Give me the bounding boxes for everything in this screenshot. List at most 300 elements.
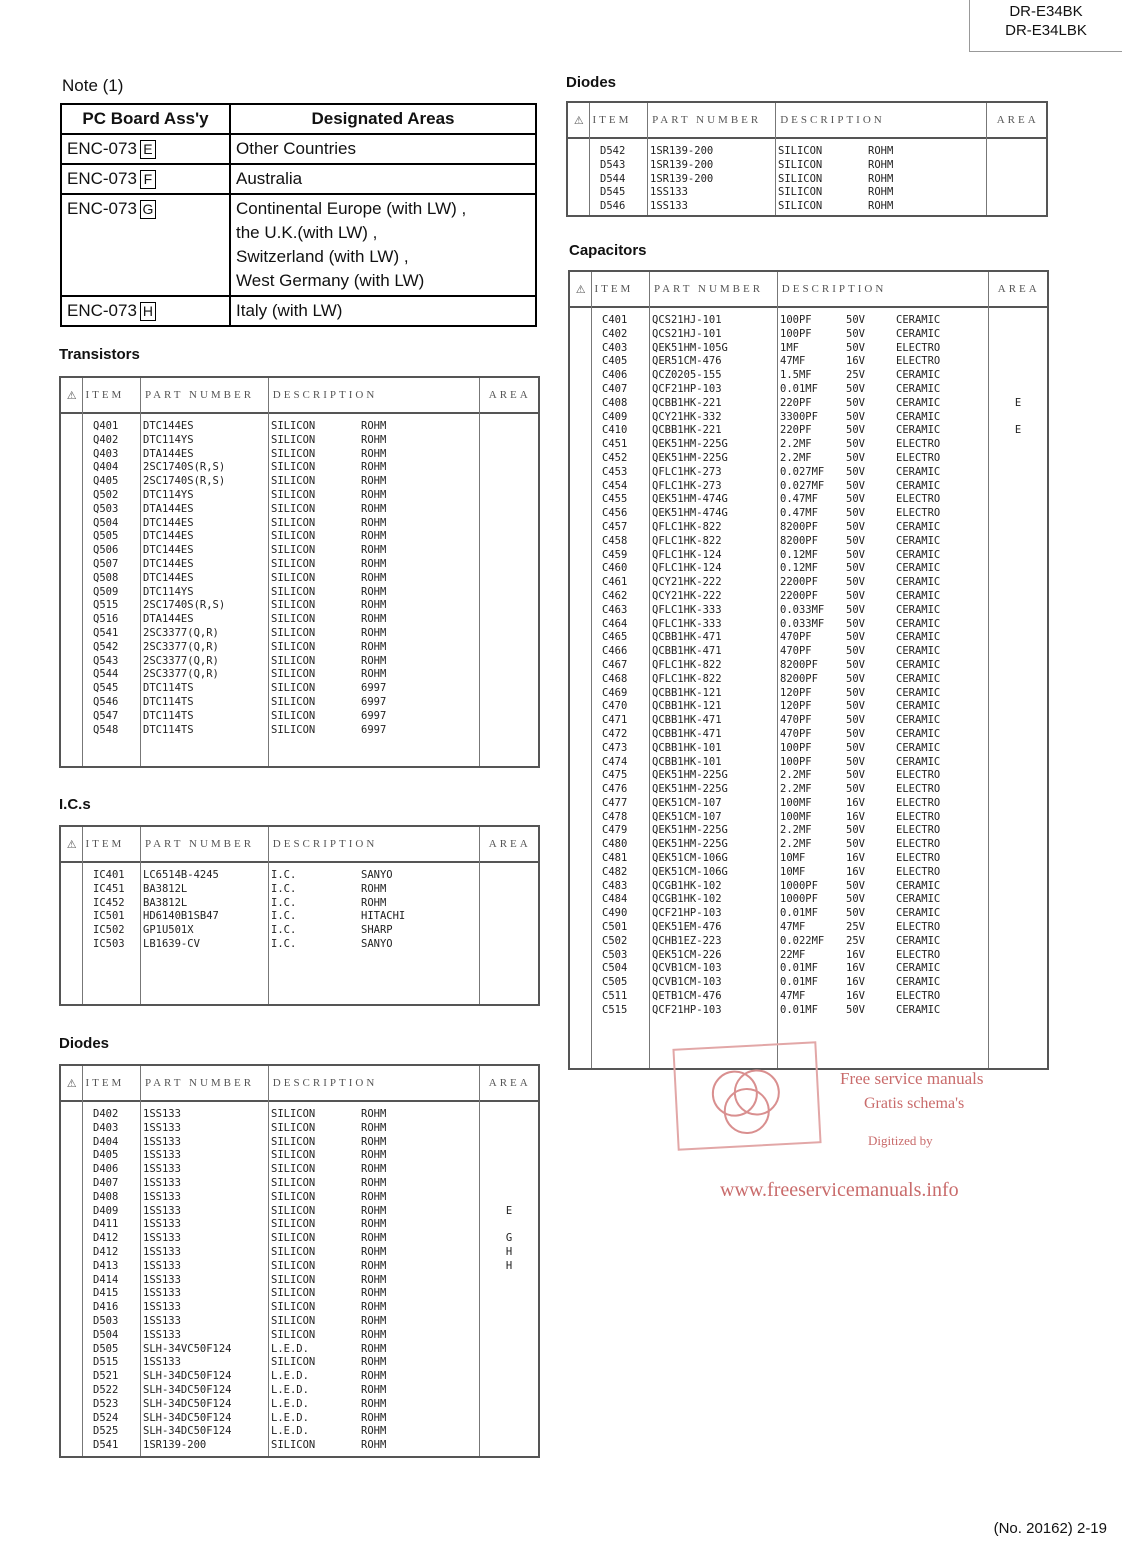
description-maker-cell: ROHM — [361, 1328, 387, 1341]
diodes-right-title: Diodes — [566, 74, 617, 91]
area-cell — [480, 489, 538, 503]
part-number-cell: QCBB1HK-101 — [652, 755, 722, 768]
capacitance-cell: 8200PF — [780, 534, 818, 547]
row-spacer — [61, 1329, 83, 1343]
description-maker-cell: ROHM — [361, 1370, 387, 1383]
capacitance-cell: 8200PF — [780, 520, 818, 533]
capacitor-type-cell: CERAMIC — [896, 907, 941, 920]
part-number-cell: QEK51EM-476 — [652, 921, 722, 934]
area-cell — [989, 893, 1047, 907]
table-row — [568, 159, 1046, 173]
description-type-cell: SILICON — [271, 557, 316, 570]
row-spacer — [61, 696, 83, 710]
row-spacer — [61, 1122, 83, 1136]
part-number-cell: DTC144ES — [143, 420, 194, 432]
item-cell: C457 — [602, 520, 628, 533]
capacitance-cell: 0.01MF — [780, 382, 818, 395]
area-cell — [989, 604, 1047, 618]
item-cell: D522 — [93, 1383, 119, 1396]
row-spacer — [61, 503, 83, 517]
table-row — [570, 383, 1047, 397]
description-maker-cell: ROHM — [361, 420, 387, 432]
row-spacer — [570, 714, 592, 728]
table-row — [61, 544, 538, 558]
part-number-cell: 1SS133 — [143, 1121, 181, 1134]
part-number-cell: LC6514B-4245 — [143, 869, 219, 881]
item-cell: C464 — [602, 617, 628, 630]
area-cell — [480, 938, 538, 952]
row-spacer — [61, 434, 83, 448]
pcb-area-letter: H — [140, 302, 156, 321]
part-number-cell: 1SS133 — [143, 1163, 181, 1176]
row-spacer — [570, 756, 592, 770]
pcb-area-line: West Germany (with LW) — [236, 271, 425, 290]
area-cell — [480, 668, 538, 682]
table-row — [570, 714, 1047, 728]
pcb-board-name: ENC-073 — [67, 169, 137, 188]
voltage-cell: 25V — [846, 369, 865, 382]
part-number-cell: BA3812L — [143, 896, 188, 909]
item-cell: D523 — [93, 1397, 119, 1410]
part-number-cell: 1SR139-200 — [650, 145, 714, 157]
diodes-right-table — [566, 101, 1048, 217]
table-row — [61, 448, 538, 462]
capacitor-type-cell: CERAMIC — [896, 658, 941, 671]
description-type-cell: SILICON — [778, 145, 823, 157]
part-number-cell: QEK51HM-474G — [652, 493, 728, 506]
area-cell — [480, 1177, 538, 1191]
part-number-cell: 1SS133 — [143, 1259, 181, 1272]
part-number-cell: DTA144ES — [143, 447, 194, 460]
capacitor-type-cell: CERAMIC — [896, 589, 941, 602]
row-spacer — [570, 659, 592, 673]
part-number-cell: QEK51HM-225G — [652, 838, 728, 851]
area-cell — [480, 448, 538, 462]
area-cell — [987, 159, 1045, 173]
voltage-cell: 50V — [846, 741, 865, 754]
capacitor-type-cell: ELECTRO — [896, 769, 941, 782]
area-cell — [480, 696, 538, 710]
capacitance-cell: 100PF — [780, 314, 812, 326]
row-spacer — [570, 880, 592, 894]
capacitor-type-cell: ELECTRO — [896, 990, 941, 1003]
capacitor-type-cell: ELECTRO — [896, 451, 941, 464]
area-cell — [480, 1274, 538, 1288]
voltage-cell: 50V — [846, 645, 865, 658]
description-type-cell: SILICON — [271, 613, 316, 626]
table-body — [570, 308, 1047, 1018]
watermark-logo-icon — [675, 1043, 820, 1148]
caution-triangle-icon: ⚠ — [66, 1077, 77, 1090]
watermark — [672, 1045, 1032, 1225]
row-spacer — [570, 976, 592, 990]
voltage-cell: 50V — [846, 314, 865, 326]
row-spacer — [61, 1177, 83, 1191]
table-row — [570, 976, 1047, 990]
item-cell: IC502 — [93, 924, 125, 937]
area-cell — [480, 910, 538, 924]
item-cell: Q516 — [93, 613, 119, 626]
table-row — [570, 700, 1047, 714]
part-number-cell: SLH-34DC50F124 — [143, 1425, 232, 1438]
table-row — [61, 1246, 538, 1260]
table-row — [570, 962, 1047, 976]
item-cell: C476 — [602, 783, 628, 796]
item-cell: D408 — [93, 1190, 119, 1203]
capacitor-type-cell: CERAMIC — [896, 534, 941, 547]
part-number-cell: QCY21HK-222 — [652, 589, 722, 602]
table-row — [570, 521, 1047, 535]
part-number-cell: 1SS133 — [143, 1314, 181, 1327]
caution-triangle-icon: ⚠ — [573, 114, 584, 127]
pcb-area-line: the U.K.(with LW) , — [236, 223, 378, 242]
area-cell — [989, 659, 1047, 673]
item-cell: C401 — [602, 314, 628, 326]
voltage-cell: 50V — [846, 727, 865, 740]
table-row — [570, 452, 1047, 466]
description-maker-cell: ROHM — [868, 200, 894, 213]
part-number-cell: 1SS133 — [143, 1328, 181, 1341]
area-cell — [480, 572, 538, 586]
table-row — [61, 682, 538, 696]
capacitor-type-cell: CERAMIC — [896, 396, 941, 409]
area-cell: H — [505, 1259, 513, 1272]
area-cell — [989, 824, 1047, 838]
description-type-cell: SILICON — [271, 599, 316, 612]
description-type-cell: SILICON — [271, 488, 316, 501]
row-spacer — [570, 328, 592, 342]
voltage-cell: 50V — [846, 589, 865, 602]
row-spacer — [570, 521, 592, 535]
voltage-cell: 50V — [846, 479, 865, 492]
table-row — [61, 1356, 538, 1370]
row-spacer — [61, 1398, 83, 1412]
capacitance-cell: 0.01MF — [780, 1003, 818, 1016]
pcb-areas-cell — [230, 134, 536, 164]
part-number-cell: 1SS133 — [143, 1245, 181, 1258]
item-cell: C407 — [602, 382, 628, 395]
pcb-area-line: Switzerland (with LW) , — [236, 247, 409, 266]
item-cell: C467 — [602, 658, 628, 671]
description-maker-cell: SANYO — [361, 869, 393, 881]
description-type-cell: SILICON — [271, 475, 316, 488]
description-maker-cell: SHARP — [361, 924, 393, 937]
capacitance-cell: 2200PF — [780, 589, 818, 602]
area-cell — [480, 517, 538, 531]
header-desc: DESCRIPTION — [272, 1077, 378, 1089]
capacitor-type-cell: CERAMIC — [896, 576, 941, 589]
description-type-cell: SILICON — [271, 640, 316, 653]
item-cell: C466 — [602, 645, 628, 658]
capacitance-cell: 100PF — [780, 755, 812, 768]
area-cell — [480, 1122, 538, 1136]
area-cell — [989, 631, 1047, 645]
capacitance-cell: 0.027MF — [780, 465, 825, 478]
table-row — [570, 604, 1047, 618]
capacitance-cell: 8200PF — [780, 672, 818, 685]
voltage-cell: 16V — [846, 962, 865, 975]
capacitance-cell: 1000PF — [780, 893, 818, 906]
row-spacer — [568, 145, 590, 159]
capacitor-type-cell: CERAMIC — [896, 700, 941, 713]
item-cell: C515 — [602, 1003, 628, 1016]
description-type-cell: SILICON — [271, 447, 316, 460]
table-row — [570, 921, 1047, 935]
row-spacer — [570, 576, 592, 590]
voltage-cell: 16V — [846, 355, 865, 368]
voltage-cell: 16V — [846, 976, 865, 989]
row-spacer — [61, 627, 83, 641]
item-cell: C503 — [602, 948, 628, 961]
row-spacer — [61, 1343, 83, 1357]
description-maker-cell: ROHM — [361, 1149, 387, 1162]
part-number-cell: QFLC1HK-333 — [652, 603, 722, 616]
part-number-cell: 2SC3377(Q,R) — [143, 640, 219, 653]
area-cell — [989, 769, 1047, 783]
description-maker-cell: ROHM — [868, 172, 894, 185]
table-row — [61, 1122, 538, 1136]
table-row — [61, 1370, 538, 1384]
item-cell: Q545 — [93, 682, 119, 695]
capacitance-cell: 0.12MF — [780, 548, 818, 561]
item-cell: D515 — [93, 1356, 119, 1369]
capacitance-cell: 1000PF — [780, 879, 818, 892]
item-cell: C480 — [602, 838, 628, 851]
capacitors-title: Capacitors — [569, 242, 647, 259]
capacitor-type-cell: CERAMIC — [896, 603, 941, 616]
table-row — [61, 1260, 538, 1274]
header-item: ITEM — [85, 838, 125, 850]
pcb-areas-cell — [230, 164, 536, 194]
description-maker-cell: ROHM — [361, 461, 387, 474]
table-header — [61, 378, 538, 414]
capacitor-type-cell: CERAMIC — [896, 369, 941, 382]
area-cell — [989, 700, 1047, 714]
row-spacer — [570, 618, 592, 632]
watermark-line-1: Free service manuals — [840, 1069, 984, 1088]
voltage-cell: 50V — [846, 879, 865, 892]
voltage-cell: 50V — [846, 424, 865, 437]
item-cell: D413 — [93, 1259, 119, 1272]
row-spacer — [61, 1315, 83, 1329]
header-part: PART NUMBER — [652, 114, 762, 126]
table-row — [570, 742, 1047, 756]
description-maker-cell: ROHM — [361, 613, 387, 626]
description-maker-cell: ROHM — [361, 896, 387, 909]
table-row — [570, 838, 1047, 852]
part-number-cell: QFLC1HK-333 — [652, 617, 722, 630]
part-number-cell: QFLC1HK-273 — [652, 479, 722, 492]
caution-triangle-icon: ⚠ — [66, 389, 77, 402]
description-maker-cell: ROHM — [361, 1121, 387, 1134]
part-number-cell: 1SS133 — [143, 1176, 181, 1189]
item-cell: C455 — [602, 493, 628, 506]
table-row — [570, 369, 1047, 383]
description-type-cell: SILICON — [271, 668, 316, 681]
row-spacer — [570, 728, 592, 742]
table-row — [61, 1136, 538, 1150]
row-spacer — [61, 475, 83, 489]
area-cell — [480, 586, 538, 600]
area-cell — [989, 355, 1047, 369]
part-number-cell: QEK51HM-474G — [652, 507, 728, 520]
description-type-cell: SILICON — [271, 626, 316, 639]
table-row — [61, 655, 538, 669]
description-maker-cell: ROHM — [361, 1397, 387, 1410]
row-spacer — [570, 480, 592, 494]
capacitance-cell: 0.01MF — [780, 962, 818, 975]
description-type-cell: SILICON — [778, 186, 823, 199]
part-number-cell: 1SR139-200 — [143, 1439, 207, 1452]
row-spacer — [570, 493, 592, 507]
capacitor-type-cell: CERAMIC — [896, 465, 941, 478]
capacitors-table — [568, 270, 1049, 1070]
table-row — [570, 907, 1047, 921]
description-maker-cell: ROHM — [361, 1383, 387, 1396]
part-number-cell: DTC114YS — [143, 488, 194, 501]
area-cell — [989, 811, 1047, 825]
part-number-cell: QEK51CM-107 — [652, 810, 722, 823]
table-row — [570, 328, 1047, 342]
row-spacer — [570, 438, 592, 452]
description-type-cell: L.E.D. — [271, 1342, 309, 1355]
description-maker-cell: ROHM — [361, 571, 387, 584]
pcb-row — [61, 194, 536, 296]
part-number-cell: DTC114YS — [143, 433, 194, 446]
item-cell: D411 — [93, 1218, 119, 1231]
table-row — [61, 503, 538, 517]
voltage-cell: 50V — [846, 382, 865, 395]
table-row — [61, 572, 538, 586]
area-cell — [989, 576, 1047, 590]
item-cell: C458 — [602, 534, 628, 547]
part-number-cell: QCBB1HK-221 — [652, 424, 722, 437]
item-cell: C452 — [602, 451, 628, 464]
area-cell: G — [505, 1232, 513, 1245]
part-number-cell: QETB1CM-476 — [652, 990, 722, 1003]
part-number-cell: QCF21HP-103 — [652, 907, 722, 920]
row-spacer — [61, 448, 83, 462]
description-maker-cell: ROHM — [361, 1411, 387, 1424]
pcb-board-name: ENC-073 — [67, 301, 137, 320]
table-row — [570, 314, 1047, 328]
row-spacer — [61, 613, 83, 627]
part-number-cell: QCBB1HK-121 — [652, 686, 722, 699]
voltage-cell: 50V — [846, 755, 865, 768]
row-spacer — [61, 1218, 83, 1232]
part-number-cell: QFLC1HK-822 — [652, 520, 722, 533]
row-spacer — [61, 1205, 83, 1219]
capacitor-type-cell: CERAMIC — [896, 327, 941, 340]
pcb-header-areas: Designated Areas — [230, 104, 536, 134]
part-number-cell: QCS21HJ-101 — [652, 327, 722, 340]
row-spacer — [61, 938, 83, 952]
item-cell: D504 — [93, 1328, 119, 1341]
table-row — [570, 507, 1047, 521]
area-cell — [989, 714, 1047, 728]
part-number-cell: QCF21HP-103 — [652, 382, 722, 395]
voltage-cell: 50V — [846, 783, 865, 796]
watermark-url: www.freeservicemanuals.info — [720, 1179, 959, 1201]
description-type-cell: SILICON — [271, 1121, 316, 1134]
row-spacer — [568, 173, 590, 187]
part-number-cell: 1SR139-200 — [650, 172, 714, 185]
voltage-cell: 50V — [846, 838, 865, 851]
table-header — [570, 272, 1047, 308]
item-cell: C479 — [602, 824, 628, 837]
row-spacer — [61, 530, 83, 544]
table-row — [61, 461, 538, 475]
area-cell — [480, 1108, 538, 1122]
table-row — [570, 590, 1047, 604]
voltage-cell: 50V — [846, 327, 865, 340]
table-body — [568, 139, 1046, 214]
capacitance-cell: 100PF — [780, 327, 812, 340]
item-cell: D409 — [93, 1204, 119, 1217]
description-type-cell: I.C. — [271, 937, 297, 950]
area-cell — [480, 1425, 538, 1439]
item-cell: Q404 — [93, 461, 119, 474]
table-row — [61, 1439, 538, 1453]
capacitor-type-cell: ELECTRO — [896, 493, 941, 506]
description-maker-cell: ROHM — [361, 1218, 387, 1231]
table-row — [61, 489, 538, 503]
table-row — [570, 673, 1047, 687]
table-row — [570, 811, 1047, 825]
part-number-cell: GP1U501X — [143, 924, 194, 937]
table-row — [570, 342, 1047, 356]
item-cell: Q543 — [93, 654, 119, 667]
ics-title: I.C.s — [59, 796, 91, 813]
row-spacer — [570, 935, 592, 949]
area-cell — [989, 797, 1047, 811]
item-cell: C456 — [602, 507, 628, 520]
row-spacer — [61, 924, 83, 938]
part-number-cell: 1SS133 — [143, 1287, 181, 1300]
table-row — [570, 438, 1047, 452]
description-type-cell: I.C. — [271, 869, 297, 881]
row-spacer — [570, 783, 592, 797]
capacitor-type-cell: CERAMIC — [896, 741, 941, 754]
capacitance-cell: 0.022MF — [780, 934, 825, 947]
area-cell — [989, 687, 1047, 701]
item-cell: C490 — [602, 907, 628, 920]
area-cell — [989, 618, 1047, 632]
pcb-board-cell — [61, 296, 230, 326]
item-cell: D546 — [600, 200, 626, 213]
pc-board-table — [60, 103, 537, 327]
description-maker-cell: ROHM — [361, 1135, 387, 1148]
row-spacer — [570, 535, 592, 549]
table-row — [61, 1384, 538, 1398]
part-number-cell: QEK51HM-225G — [652, 438, 728, 451]
capacitance-cell: 10MF — [780, 852, 806, 865]
table-row — [570, 824, 1047, 838]
item-cell: D524 — [93, 1411, 119, 1424]
row-spacer — [61, 724, 83, 738]
description-maker-cell: ROHM — [361, 488, 387, 501]
table-row — [570, 880, 1047, 894]
description-type-cell: SILICON — [271, 1328, 316, 1341]
area-cell — [480, 1149, 538, 1163]
area-cell — [480, 1218, 538, 1232]
area-cell — [989, 383, 1047, 397]
capacitor-type-cell: ELECTRO — [896, 341, 941, 354]
pcb-area-line: Other Countries — [236, 139, 356, 158]
part-number-cell: QFLC1HK-124 — [652, 548, 722, 561]
item-cell: D416 — [93, 1301, 119, 1314]
area-cell — [989, 728, 1047, 742]
